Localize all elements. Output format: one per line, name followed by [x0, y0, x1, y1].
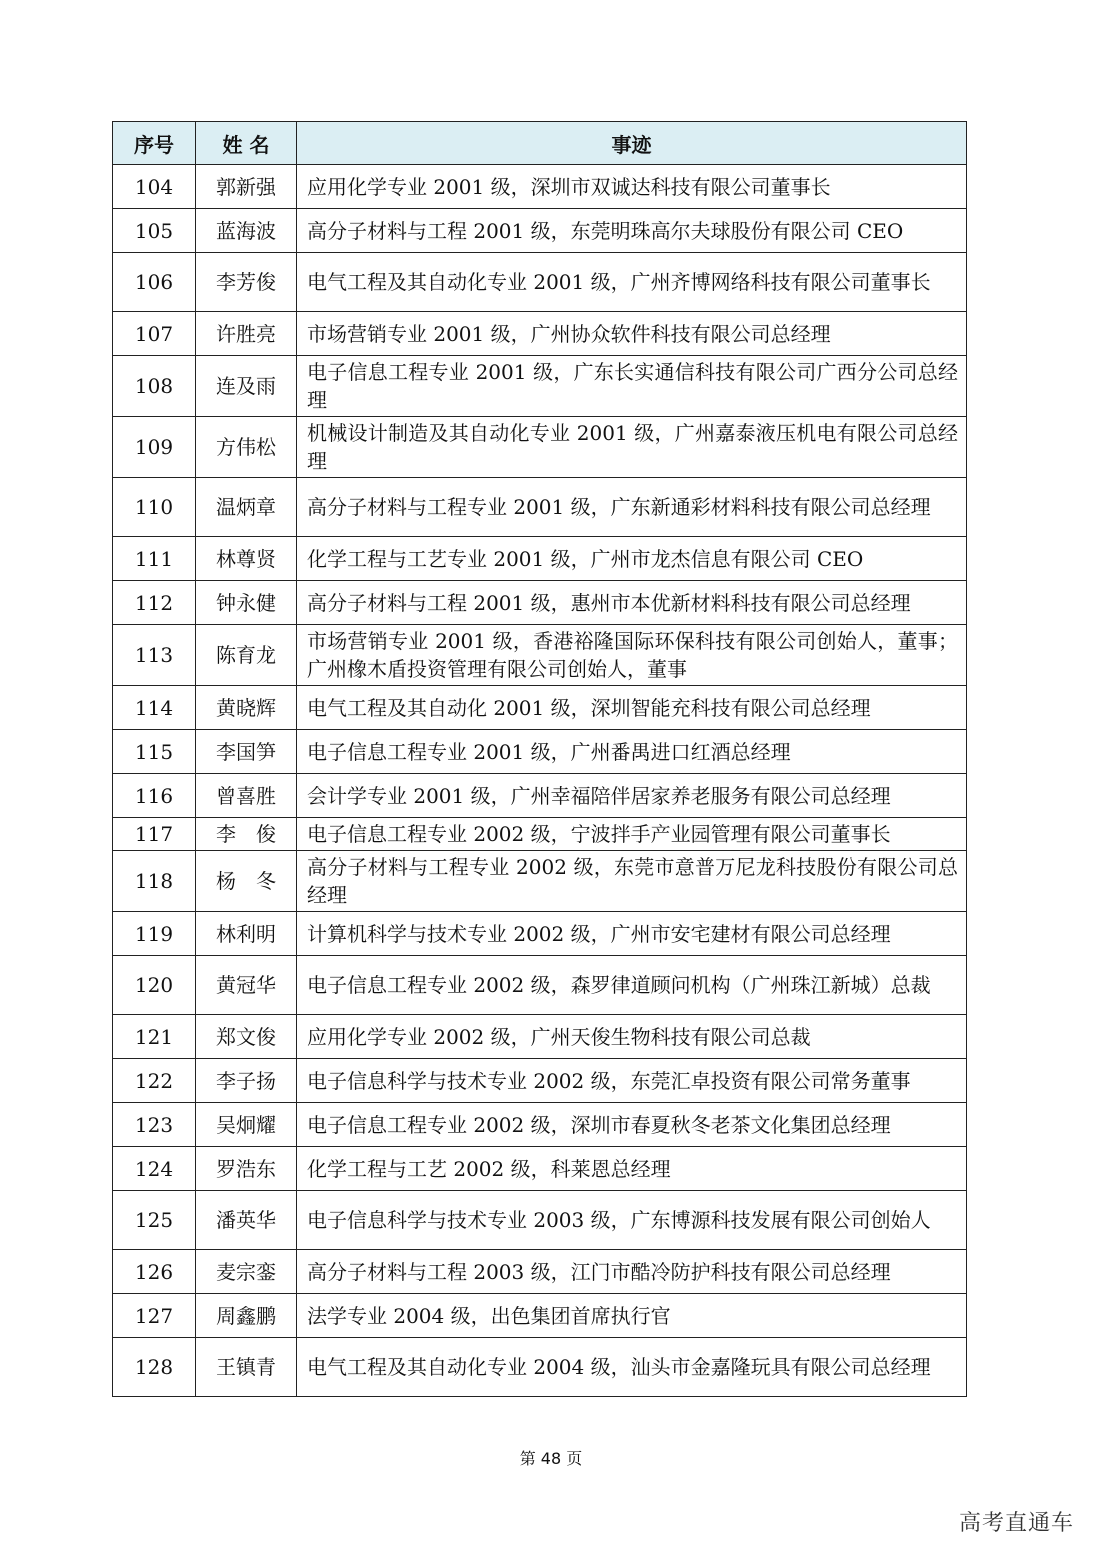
row-name: 蓝海波 — [196, 209, 297, 253]
table-row — [113, 209, 967, 253]
row-name: 李 俊 — [196, 818, 297, 851]
row-number: 115 — [113, 730, 196, 774]
row-number: 118 — [113, 851, 196, 912]
row-name: 黄晓辉 — [196, 686, 297, 730]
header-number: 序号 — [113, 122, 196, 165]
table-row — [113, 581, 967, 625]
row-number: 111 — [113, 537, 196, 581]
row-number: 104 — [113, 165, 196, 209]
table-row — [113, 1338, 967, 1397]
row-achievement: 高分子材料与工程专业 2002 级，东莞市意普万尼龙科技股份有限公司总经理 — [297, 851, 967, 912]
row-name: 许胜亮 — [196, 312, 297, 356]
table-row — [113, 417, 967, 478]
row-name: 林尊贤 — [196, 537, 297, 581]
row-achievement: 电子信息工程专业 2002 级，深圳市春夏秋冬老茶文化集团总经理 — [297, 1103, 967, 1147]
row-achievement: 会计学专业 2001 级，广州幸福陪伴居家养老服务有限公司总经理 — [297, 774, 967, 818]
row-number: 113 — [113, 625, 196, 686]
table-row — [113, 1059, 967, 1103]
row-name: 郑文俊 — [196, 1015, 297, 1059]
row-name: 陈育龙 — [196, 625, 297, 686]
table-row — [113, 818, 967, 851]
row-achievement: 市场营销专业 2001 级，广州协众软件科技有限公司总经理 — [297, 312, 967, 356]
row-number: 107 — [113, 312, 196, 356]
table-row — [113, 312, 967, 356]
table-row — [113, 851, 967, 912]
row-name: 曾喜胜 — [196, 774, 297, 818]
row-name: 潘英华 — [196, 1191, 297, 1250]
table-row — [113, 1147, 967, 1191]
row-number: 109 — [113, 417, 196, 478]
row-number: 127 — [113, 1294, 196, 1338]
row-achievement: 电子信息工程专业 2002 级，宁波拌手产业园管理有限公司董事长 — [297, 818, 967, 851]
row-name: 李子扬 — [196, 1059, 297, 1103]
row-number: 119 — [113, 912, 196, 956]
honor-table — [112, 121, 967, 1397]
row-number: 112 — [113, 581, 196, 625]
table-row — [113, 730, 967, 774]
row-number: 116 — [113, 774, 196, 818]
row-number: 122 — [113, 1059, 196, 1103]
row-achievement: 电子信息工程专业 2001 级，广州番禺进口红酒总经理 — [297, 730, 967, 774]
header-name: 姓 名 — [196, 122, 297, 165]
row-achievement: 电子信息科学与技术专业 2003 级，广东博源科技发展有限公司创始人 — [297, 1191, 967, 1250]
row-name: 林利明 — [196, 912, 297, 956]
header-achievements: 事迹 — [297, 122, 967, 165]
row-achievement: 电气工程及其自动化专业 2001 级，广州齐博网络科技有限公司董事长 — [297, 253, 967, 312]
watermark-text: 高考直通车 — [958, 1511, 1074, 1536]
table-row — [113, 1015, 967, 1059]
row-number: 105 — [113, 209, 196, 253]
row-number: 128 — [113, 1338, 196, 1397]
table-row — [113, 956, 967, 1015]
table-row — [113, 1294, 967, 1338]
table-row — [113, 625, 967, 686]
row-achievement: 机械设计制造及其自动化专业 2001 级，广州嘉泰液压机电有限公司总经理 — [297, 417, 967, 478]
row-number: 110 — [113, 478, 196, 537]
row-name: 杨 冬 — [196, 851, 297, 912]
row-name: 黄冠华 — [196, 956, 297, 1015]
row-achievement: 电子信息工程专业 2002 级，森罗律道顾问机构（广州珠江新城）总裁 — [297, 956, 967, 1015]
row-name: 王镇青 — [196, 1338, 297, 1397]
header-row — [113, 122, 967, 165]
table-row — [113, 686, 967, 730]
row-achievement: 高分子材料与工程专业 2001 级，广东新通彩材料科技有限公司总经理 — [297, 478, 967, 537]
page-number: 第 48 页 — [519, 1449, 583, 1468]
table-row — [113, 1191, 967, 1250]
row-achievement: 电子信息科学与技术专业 2002 级，东莞汇卓投资有限公司常务董事 — [297, 1059, 967, 1103]
row-name: 吴炯耀 — [196, 1103, 297, 1147]
row-achievement: 应用化学专业 2001 级，深圳市双诚达科技有限公司董事长 — [297, 165, 967, 209]
row-name: 方伟松 — [196, 417, 297, 478]
row-achievement: 计算机科学与技术专业 2002 级，广州市安宅建材有限公司总经理 — [297, 912, 967, 956]
row-achievement: 市场营销专业 2001 级，香港裕隆国际环保科技有限公司创始人，董事；广州橡木盾投资管理有限公司创始人，董事 — [297, 625, 967, 686]
row-achievement: 法学专业 2004 级，出色集团首席执行官 — [297, 1294, 967, 1338]
row-achievement: 电气工程及其自动化专业 2004 级，汕头市金嘉隆玩具有限公司总经理 — [297, 1338, 967, 1397]
row-achievement: 应用化学专业 2002 级，广州天俊生物科技有限公司总裁 — [297, 1015, 967, 1059]
row-name: 李芳俊 — [196, 253, 297, 312]
row-name: 连及雨 — [196, 356, 297, 417]
row-number: 123 — [113, 1103, 196, 1147]
row-achievement: 高分子材料与工程 2001 级，东莞明珠高尔夫球股份有限公司 CEO — [297, 209, 967, 253]
row-achievement: 高分子材料与工程 2003 级，江门市酷冷防护科技有限公司总经理 — [297, 1250, 967, 1294]
row-number: 108 — [113, 356, 196, 417]
row-achievement: 电子信息工程专业 2001 级，广东长实通信科技有限公司广西分公司总经理 — [297, 356, 967, 417]
row-name: 麦宗銮 — [196, 1250, 297, 1294]
row-number: 121 — [113, 1015, 196, 1059]
row-number: 125 — [113, 1191, 196, 1250]
row-name: 罗浩东 — [196, 1147, 297, 1191]
row-number: 120 — [113, 956, 196, 1015]
row-number: 126 — [113, 1250, 196, 1294]
row-name: 李国笋 — [196, 730, 297, 774]
row-achievement: 化学工程与工艺专业 2001 级，广州市龙杰信息有限公司 CEO — [297, 537, 967, 581]
table-row — [113, 912, 967, 956]
row-name: 郭新强 — [196, 165, 297, 209]
row-achievement: 电气工程及其自动化 2001 级，深圳智能充科技有限公司总经理 — [297, 686, 967, 730]
row-achievement: 高分子材料与工程 2001 级，惠州市本优新材料科技有限公司总经理 — [297, 581, 967, 625]
row-name: 周鑫鹏 — [196, 1294, 297, 1338]
table-row — [113, 165, 967, 209]
row-achievement: 化学工程与工艺 2002 级，科莱恩总经理 — [297, 1147, 967, 1191]
table-row — [113, 356, 967, 417]
row-name: 钟永健 — [196, 581, 297, 625]
table-row — [113, 1103, 967, 1147]
row-number: 124 — [113, 1147, 196, 1191]
row-name: 温炳章 — [196, 478, 297, 537]
row-number: 106 — [113, 253, 196, 312]
row-number: 117 — [113, 818, 196, 851]
table-row — [113, 1250, 967, 1294]
row-number: 114 — [113, 686, 196, 730]
table-row — [113, 478, 967, 537]
table-row — [113, 253, 967, 312]
table-row — [113, 774, 967, 818]
table-row — [113, 537, 967, 581]
